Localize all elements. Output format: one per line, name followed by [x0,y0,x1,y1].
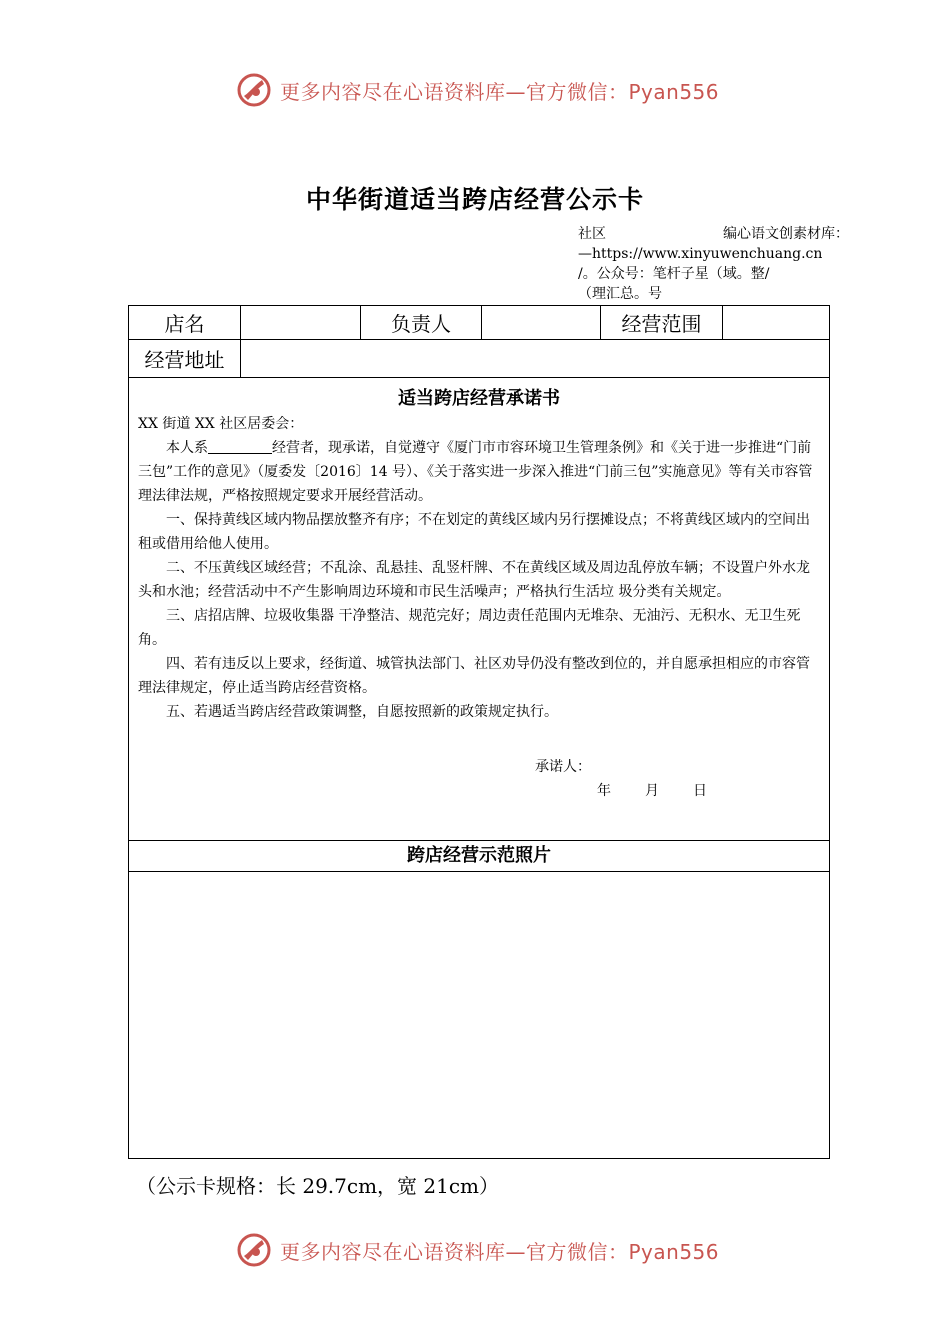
info-row-1 [129,306,829,340]
owner-value [482,306,601,339]
promise-addressee: XX 街道 XX 社区居委会： [138,416,304,432]
watermark-bottom [236,1232,719,1268]
address-value [241,340,829,377]
promise-section [129,378,829,841]
spec-note: （公示卡规格：长 29.7cm，宽 21cm） [136,1174,500,1198]
watermark-text: 更多内容尽在心语资料库—官方微信：Pyan556 [280,79,720,104]
address-label: 经营地址 [129,340,241,377]
promise-item: 三、店招店牌、垃圾收集器 干净整洁、规范完好；周边责任范围内无堆杂、无油污、无积水、无卫生死角。 [138,608,801,648]
sign-date [597,780,741,800]
promise-item: 五、若遇适当跨店经营政策调整，自愿按照新的政策规定执行。 [166,704,558,720]
promise-body [129,412,829,724]
owner-label: 负责人 [361,306,482,339]
signer-label: 承诺人： [535,759,591,775]
side-note-line4: （理汇总。号 [578,286,662,302]
page-title: 中华街道适当跨店经营公示卡 [305,185,644,214]
shop-name-label: 店名 [129,306,241,339]
side-note-url: —https://www.xinyuwenchuang.cn [578,246,823,262]
brand-logo-icon [236,1232,272,1268]
scope-value [723,306,829,339]
side-note-line3: /。公众号：笔杆子星（域。整/ [578,266,770,282]
watermark-top [236,72,719,108]
promise-item: 四、若有违反以上要求，经街道、城管执法部门、社区劝导仍没有整改到位的，并自愿承担相应的市容管理法律规定，停止适当跨店经营资格。 [138,656,810,696]
brand-logo-icon [236,72,272,108]
side-note [578,224,853,304]
photo-area [129,872,829,1158]
info-row-2 [129,340,829,378]
promise-title: 适当跨店经营承诺书 [398,388,560,409]
promise-intro: 本人系 经营者，现承诺，自觉遵守《厦门市市容环境卫生管理条例》和《关于进一步推进“门前三包”工作的意见》（厦委发〔2016〕14 号）、《关于落实进一步深入推进“门前三包”实施意见》等有关市容管理法律法规，严格按照规定要求开展经营活动。 [138,440,813,504]
date-day: 日 [693,783,707,799]
notice-card [128,305,830,1159]
promise-item: 一、保持黄线区域内物品摆放整齐有序；不在划定的黄线区域内另行摆摊设点；不将黄线区域内的空间出租或借用给他人使用。 [138,512,810,552]
photo-section-title: 跨店经营示范照片 [129,841,829,872]
side-note-source: 编心语文创素材库： [723,226,849,242]
operator-blank [208,439,272,454]
watermark-text: 更多内容尽在心语资料库—官方微信：Pyan556 [280,1239,720,1264]
side-note-community: 社区 [578,226,606,242]
shop-name-value [241,306,361,339]
promise-item: 二、不压黄线区域经营；不乱涂、乱悬挂、乱竖杆牌、不在黄线区域及周边乱停放车辆；不设置户外水龙头和水池；经营活动中不产生影响周边环境和市民生活噪声；严格执行生活垃 圾分类有关规定。 [138,560,810,600]
date-year: 年 [597,783,611,799]
date-month: 月 [645,783,659,799]
scope-label: 经营范围 [601,306,723,339]
